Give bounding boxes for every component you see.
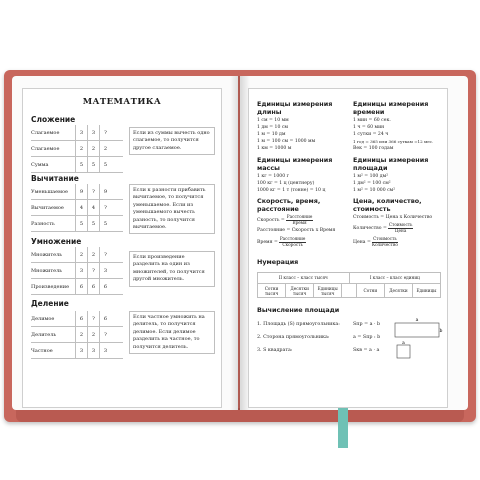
area-item: 2. Сторона прямоугольника: [257,335,330,340]
rect-side-b: b [439,329,443,334]
area-formula: Sпр = a · b [353,322,381,327]
units-time-line: 1 мин = 60 сек. [353,118,391,123]
table-row: Слагаемое 2 2 2 [31,141,123,157]
units-area-line: 1 м² = 100 дм² [353,174,389,179]
units-length-line: 1 м = 100 см = 1000 мм [257,139,316,144]
square-shape [397,345,410,358]
units-time-line: 1 год = 365 или 366 суткам =12 мес. [353,139,434,144]
table-row: Разность 5 5 5 [31,216,123,232]
heading-price: Цена, количество, стоимость [353,197,422,213]
units-mass-line: 100 кг = 1 ц (центнеру) [257,181,315,186]
division-rule: Если частное умножить на делитель, то получится делимое. Если делимое разделить на частное, то получится делитель. [129,311,215,354]
addition-table [31,125,123,173]
quantity-formula: Количество = $\frac{\text{Стоимость}}{\text{Цена}}$ [353,222,413,233]
numbering-table [257,272,441,298]
section-title-addition: Сложение [31,115,76,124]
rectangle-shape [395,323,439,337]
rank-cell: Десятки [384,284,412,297]
speed-formula: Скорость = $\frac{\text{Расстояние}}{\text{Время}}$ [257,214,313,225]
class-thousands: II класс – класс тысяч [278,275,328,280]
table-row: Вычитаемое 4 4 ? [31,200,123,216]
units-mass-line: 1000 кг = 1 т (тонне) = 10 ц [257,188,326,193]
heading-area: Вычисление площади [257,306,340,314]
heading-units-time: Единицы измерения времени [353,100,429,116]
units-mass-line: 1 кг = 1000 г [257,174,289,179]
rank-cell: Сотни тысяч [264,285,279,296]
area-formula: a = Sпр : b [353,335,381,340]
area-item: 3. S квадрата: [257,348,293,353]
units-time-line: 1 сутки = 24 ч [353,132,389,137]
table-row: Делимое 6 ? 6 [31,311,123,327]
units-time-line: Век = 100 годам [353,146,394,151]
heading-speed: Скорость, время, расстояние [257,197,321,213]
table-row: Множитель 2 2 ? [31,247,123,263]
table-row: Уменьшаемое 9 ? 9 [31,184,123,200]
table-row: Делитель 2 2 ? [31,327,123,343]
multiplication-rule: Если произведение разделить на один из множителей, то получится другой множитель. [129,251,215,287]
distance-formula: Расстояние = Скорость x Время [257,228,336,233]
table-row: Слагаемое 3 3 ? [31,125,123,141]
cover-edge [16,408,464,422]
bookmark-ribbon [338,404,348,448]
units-length-line: 1 км = 1000 м [257,146,292,151]
subtraction-table [31,184,123,232]
units-time-line: 1 ч = 60 мин [353,125,385,130]
units-length-line: 1 м = 10 дм [257,132,286,137]
time-formula: Время = $\frac{\text{Расстояние}}{\text{Скорость}}$ [257,236,306,247]
rank-cell: Сотни [356,284,384,297]
heading-units-area: Единицы измерения площади [353,156,429,172]
page-title: МАТЕМАТИКА [82,97,162,107]
section-title-division: Деление [31,299,69,308]
class-units: I класс – класс единиц [349,273,441,283]
heading-units-mass: Единицы измерения массы [257,156,333,172]
subtraction-rule: Если к разности прибавить вычитаемое, то получится уменьшаемое. Если из уменьшаемого вычесть разность, то получится вычитаемое. [129,184,215,234]
addition-rule: Если из суммы вычесть одно слагаемое, то получится другое слагаемое. [129,127,215,155]
multiplication-table [31,247,123,295]
price-formula: Цена = $\frac{\text{Стоимость}}{\text{Количество}}$ [353,236,398,247]
units-area-line: 1 м² = 10 000 см² [353,188,396,193]
units-length-line: 1 дм = 10 см [257,125,289,130]
rect-side-a: a [415,318,419,323]
cost-formula: Стоимость = Цена x Количество [353,215,433,220]
rank-cell: Десятки тысяч [285,284,313,297]
units-length-line: 1 см = 10 мм [257,118,289,123]
rank-cell: Единицы тысяч [313,284,341,297]
rank-cell: Единицы [412,284,440,297]
area-diagram [389,315,443,361]
section-title-subtraction: Вычитание [31,174,79,183]
square-side-a: a [402,341,405,346]
notebook-spine [230,76,250,410]
table-row: Множитель 3 ? 3 [31,263,123,279]
units-area-line: 1 дм² = 100 см² [353,181,391,186]
table-row: Произведение 6 6 6 [31,279,123,295]
heading-units-length: Единицы измерения длины [257,100,333,116]
area-item: 1. Площадь (S) прямоугольника: [257,322,340,327]
area-formula: Sкв = a · a [353,348,380,353]
table-row: Частное 3 3 3 [31,343,123,359]
division-table [31,311,123,359]
table-row: Сумма 5 5 5 [31,157,123,173]
math-sheet-left [22,88,222,408]
section-title-multiplication: Умножение [31,237,82,246]
math-sheet-right [248,88,448,408]
heading-numbering: Нумерация [257,258,299,266]
